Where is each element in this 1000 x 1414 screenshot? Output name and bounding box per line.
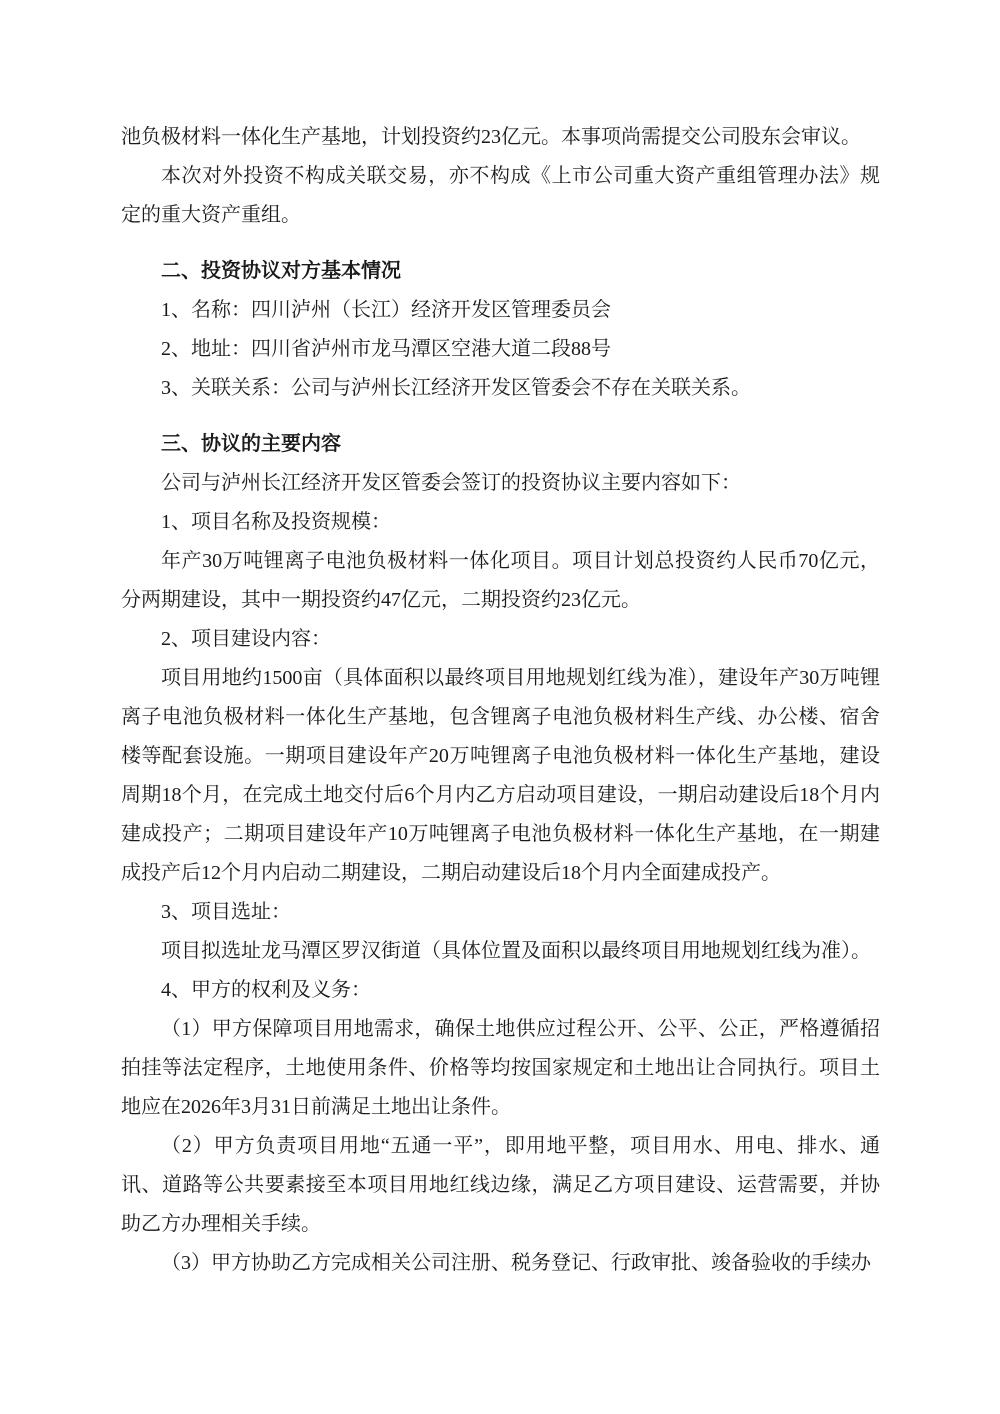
list-item: 2、地址：四川省泸州市龙马潭区空港大道二段88号	[161, 338, 611, 360]
paragraph: 本次对外投资不构成关联交易，亦不构成《上市公司重大资产重组管理办法》规定的重大资产重组。	[121, 165, 880, 226]
section-heading: 二、投资协议对方基本情况	[161, 260, 401, 282]
list-item: 2、项目建设内容：	[161, 628, 331, 650]
paragraph: （3）甲方协助乙方完成相关公司注册、税务登记、行政审批、竣备验收的手续办	[161, 1252, 871, 1274]
paragraph: 项目拟选址龙马潭区罗汉街道（具体位置及面积以最终项目用地规划红线为准）。	[161, 940, 871, 962]
paragraph: 公司与泸州长江经济开发区管委会签订的投资协议主要内容如下：	[161, 472, 741, 494]
paragraph: 项目用地约1500亩（具体面积以最终项目用地规划红线为准），建设年产30万吨锂离子电池负极材料一体化生产基地，包含锂离子电池负极材料生产线、办公楼、宿舍楼等配套设施。一期项目建设年产20万吨锂离子电池负极材料一体化生产基地，建设周期18个月，在完成土地交付后6个月内乙方启动项目建设，一期启动建设后18个月内建成投产；二期项目建设年产10万吨锂离子电池负极材料一体化生产基地，在一期建成投产后12个月内启动二期建设，二期启动建设后18个月内全面建成投产。	[121, 667, 880, 884]
list-item: 3、项目选址：	[161, 901, 291, 923]
list-item: 4、甲方的权利及义务：	[161, 979, 371, 1001]
list-item: 1、项目名称及投资规模：	[161, 511, 391, 533]
list-item: 3、关联关系：公司与泸州长江经济开发区管委会不存在关联关系。	[161, 377, 751, 399]
list-item: 1、名称：四川泸州（长江）经济开发区管理委员会	[161, 299, 611, 321]
paragraph: 年产30万吨锂离子电池负极材料一体化项目。项目计划总投资约人民币70亿元，分两期建设，其中一期投资约47亿元，二期投资约23亿元。	[121, 550, 880, 611]
paragraph: （1）甲方保障项目用地需求，确保土地供应过程公开、公平、公正，严格遵循招拍挂等法定程序，土地使用条件、价格等均按国家规定和土地出让合同执行。项目土地应在2026年3月31日前满足土地出让条件。	[121, 1018, 880, 1118]
paragraph: 池负极材料一体化生产基地，计划投资约23亿元。本事项尚需提交公司股东会审议。	[121, 126, 861, 148]
section-heading: 三、协议的主要内容	[161, 433, 341, 455]
paragraph: （2）甲方负责项目用地“五通一平”，即用地平整，项目用水、用电、排水、通讯、道路等公共要素接至本项目用地红线边缘，满足乙方项目建设、运营需要，并协助乙方办理相关手续。	[121, 1135, 880, 1235]
